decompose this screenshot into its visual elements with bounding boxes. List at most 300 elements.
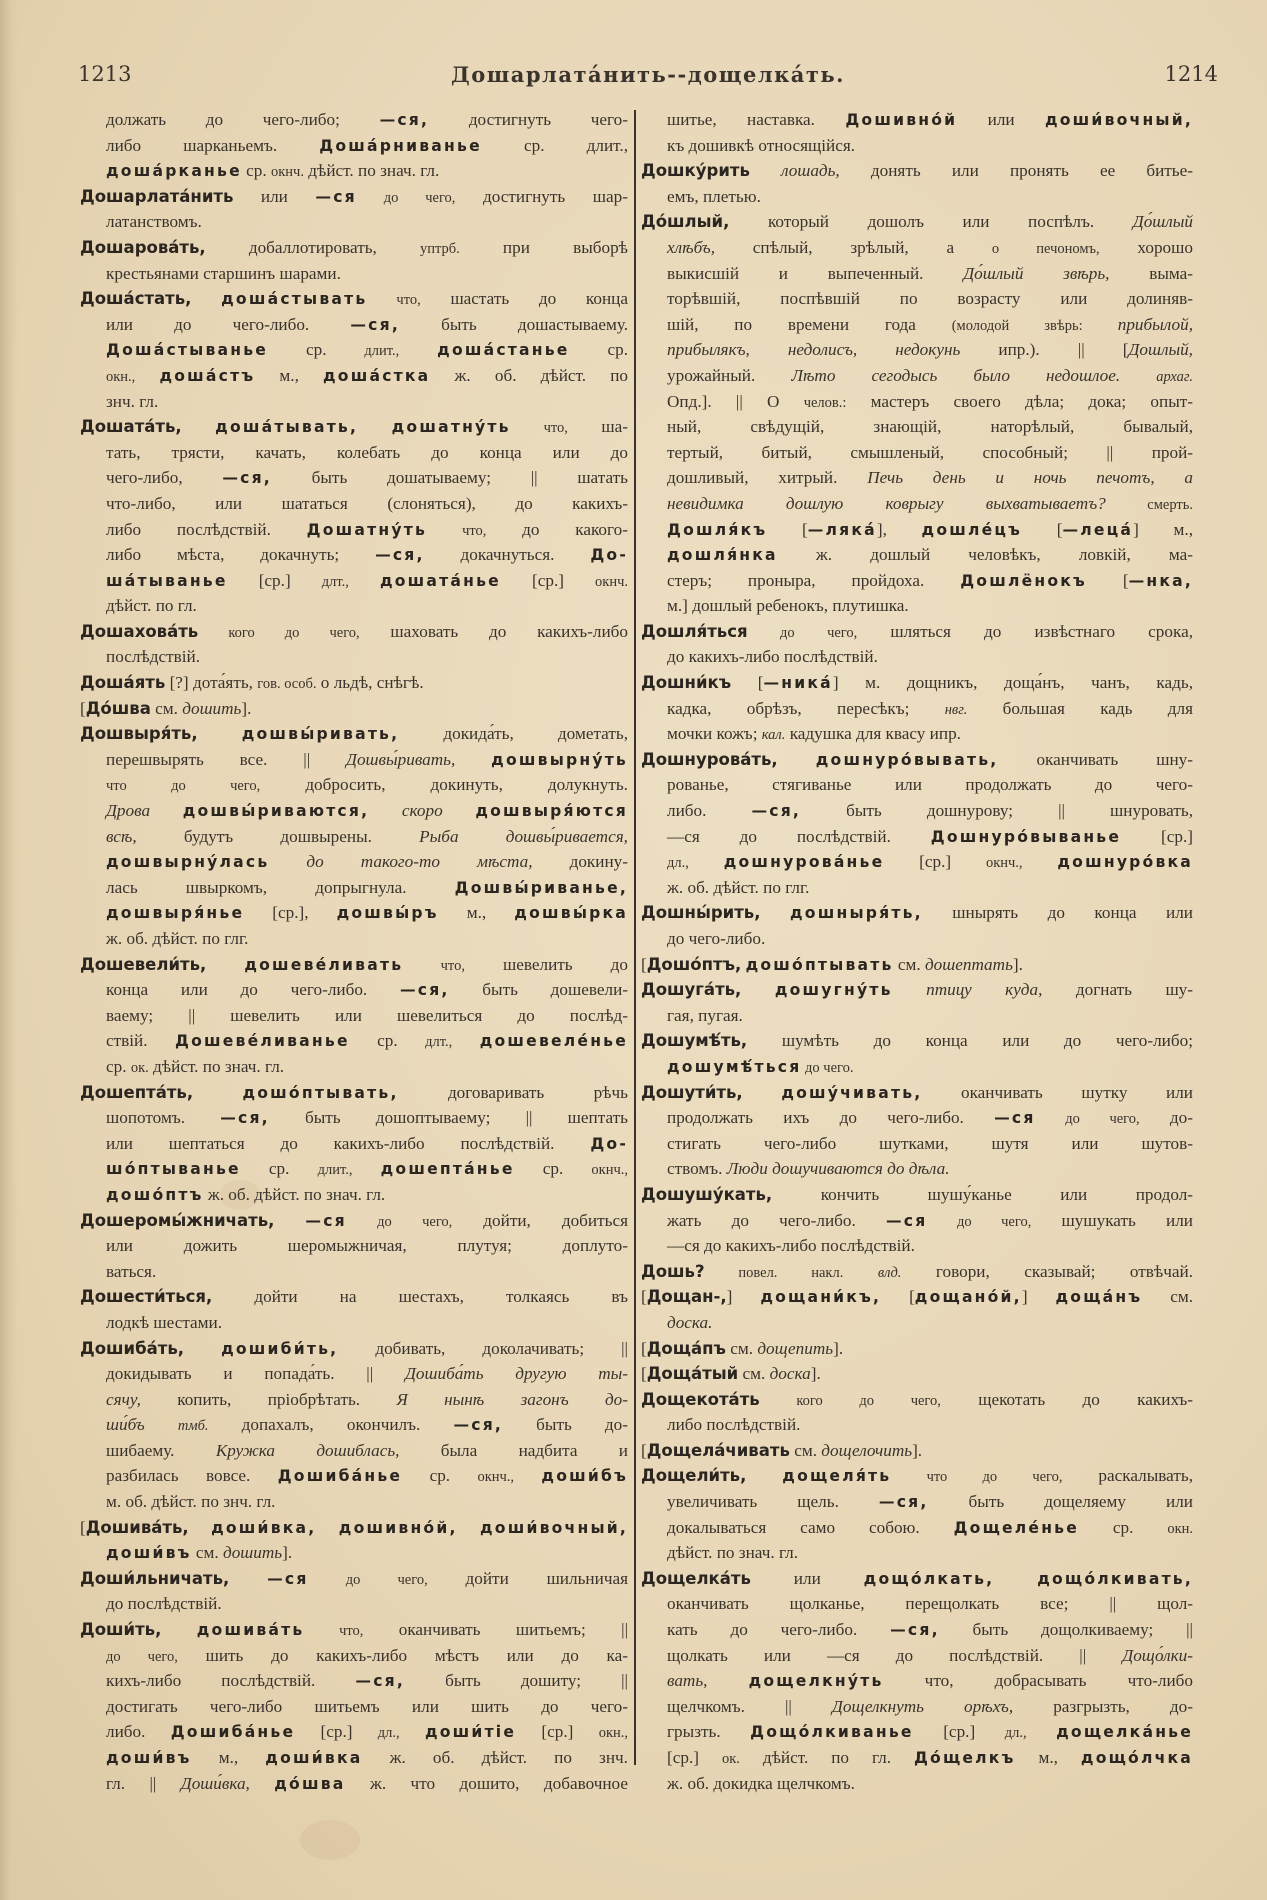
entry-text: Дошлый, (1128, 340, 1193, 360)
entry-text: ]. (833, 1338, 844, 1358)
entry-text: быть дошевели- (449, 980, 628, 1000)
entry-text: [ (80, 698, 86, 718)
derived-form: —ся (267, 1569, 309, 1588)
entry-text: дойти шильничая (427, 1568, 628, 1588)
entry-text: выма- (1109, 263, 1193, 283)
text-line (80, 440, 628, 466)
entry-text: быть дошатываему; || шатать (271, 468, 628, 488)
entry-text (746, 1466, 782, 1485)
text-line (641, 1719, 1193, 1745)
entry-text: или (957, 110, 1045, 129)
headword: Доща́тый (646, 1364, 739, 1384)
entry-text (893, 980, 926, 999)
derived-form: дощелка́нье (1056, 1723, 1193, 1742)
entry-text: до чего-либо. (667, 929, 766, 948)
entry-text: Дрова (106, 801, 151, 821)
text-line (80, 977, 628, 1003)
text-line (80, 619, 628, 645)
text-line (641, 1694, 1193, 1720)
text-line (80, 1463, 628, 1489)
entry-text: перешвырять все. || (106, 749, 347, 769)
text-line (80, 1540, 628, 1566)
headword: Дошвыря́ть, (80, 724, 198, 744)
entry-text: окн., (106, 368, 136, 385)
entry-text: будутъ дошвырены. (136, 826, 420, 846)
page-binding-edge (0, 0, 18, 1900)
entry-text: дл., (377, 1725, 400, 1742)
entry-text: ср. (569, 340, 628, 360)
text-line (80, 1336, 628, 1362)
headword: Дошумѣ́ть, (641, 1031, 748, 1051)
text-line (641, 1336, 1193, 1362)
entry-text: что, (367, 292, 421, 309)
derived-form: —ся, (399, 981, 450, 1000)
headword: Дошку́рить (641, 161, 750, 181)
text-line (80, 517, 628, 543)
entry-text (182, 417, 216, 436)
entry-text: ж. об. дѣйст. по (430, 365, 628, 385)
derived-form: до́шва (274, 1774, 346, 1793)
text-line (80, 1591, 628, 1617)
entry-text (741, 980, 774, 999)
entry-text (778, 750, 816, 769)
text-line (80, 1156, 628, 1182)
derived-form: —ся (885, 1211, 928, 1230)
entry-text: до чего, (356, 189, 456, 206)
text-line (80, 1284, 628, 1310)
entry-text: разгрызть, до- (1013, 1696, 1193, 1716)
entry-text (229, 1569, 267, 1588)
entry-text: невидимка дошлую коврыгу выхватываетъ? (667, 493, 1106, 513)
entry-text: ср. (240, 1159, 318, 1179)
entry-text: лошадь, (781, 161, 840, 181)
derived-form: дошевеле́нье (479, 1032, 629, 1051)
derived-form: дошвырну́ть (491, 750, 628, 769)
derived-form: Дошля́къ (667, 520, 768, 539)
entry-text: дощелочить (821, 1440, 913, 1460)
entry-text: ]. (810, 1364, 821, 1384)
entry-text: [ (731, 673, 764, 693)
entry-text: шушукать или (1031, 1210, 1193, 1230)
entry-text (274, 1211, 305, 1230)
page-header (78, 62, 1218, 92)
entry-text: оканчивать шутку или (922, 1082, 1193, 1102)
derived-form: доша́тывать, (215, 418, 359, 437)
entry-text: всѣ, (106, 826, 137, 846)
entry-text (206, 955, 244, 974)
entry-text: шастать до конца (420, 289, 629, 309)
entry-text: вать, (667, 1671, 708, 1691)
entry-text: длит., (317, 1162, 353, 1179)
text-line (80, 1438, 628, 1464)
text-line (80, 900, 628, 926)
derived-form: —ся, (751, 802, 802, 821)
text-line (80, 1719, 628, 1745)
entry-text: дошить (182, 698, 242, 718)
entry-text: ши́бъ (106, 1415, 145, 1435)
entry-text: м. об. дѣйст. по знч. гл. (106, 1492, 276, 1512)
entry-text: быть дошиту; || (405, 1671, 628, 1691)
entry-text (1023, 852, 1058, 871)
text-line (641, 721, 1193, 747)
text-line (641, 952, 1193, 978)
entry-text: До́шлый звѣрь, (963, 263, 1110, 283)
entry-text: см. (191, 1543, 223, 1563)
entry-text: о печономъ, (991, 240, 1100, 257)
text-line (641, 1643, 1193, 1669)
headword: Дошарлата́нить (80, 186, 234, 206)
entry-text: дѣйст. по знач. гл. (148, 1056, 285, 1076)
entry-text: шибаему. (106, 1440, 216, 1460)
derived-form: До- (590, 1134, 628, 1153)
text-line (641, 798, 1193, 824)
entry-text: торѣвшій, поспѣвшій по возрасту или долиняв- (667, 289, 1193, 309)
entry-text: дл., (1004, 1725, 1027, 1742)
text-line (80, 1515, 628, 1541)
entry-text: ] м. дощникъ, доща́нъ, чанъ, кадь, (832, 673, 1193, 693)
entry-text: дошептать (924, 954, 1013, 974)
entry-text: ] м., (1133, 519, 1194, 539)
entry-text: м., (1015, 1748, 1081, 1767)
headword: Дощекота́ть (641, 1389, 760, 1409)
text-line (80, 1771, 628, 1797)
text-line (80, 1105, 628, 1131)
entry-text: до послѣдствій. (106, 1594, 222, 1614)
text-line (80, 542, 628, 568)
entry-text: урожайный. (667, 365, 792, 385)
derived-form: доша́стъ (159, 366, 256, 385)
text-line (641, 414, 1193, 440)
entry-text: достигать чего-либо шитьемъ или шить до чего- (106, 1696, 628, 1716)
entry-text: ]. (912, 1440, 923, 1460)
text-line (80, 1233, 628, 1259)
entry-text (161, 1620, 196, 1639)
text-line (641, 1463, 1193, 1489)
entry-text: [ (1086, 570, 1129, 590)
text-line (80, 1489, 628, 1515)
entry-text: прибылой, (1117, 314, 1193, 334)
derived-form: доша́рканье (106, 162, 242, 181)
column-divider (634, 110, 636, 1765)
text-line (641, 875, 1193, 901)
entry-text (269, 852, 306, 871)
entry-text: либо. (106, 1722, 171, 1742)
derived-form: дошиби́ть, (221, 1339, 339, 1358)
text-line (641, 1412, 1193, 1438)
entry-text: докалываться само собою. (667, 1517, 954, 1537)
entry-text: что, добрасывать что-либо (883, 1671, 1193, 1691)
entry-text: (молодой звѣрь: (951, 317, 1118, 334)
derived-form: дошумѣ́ться (667, 1057, 802, 1076)
derived-form: Дощо́лкиванье (750, 1723, 914, 1742)
text-line (641, 1361, 1193, 1387)
entry-text: дойти на шестахъ, толкаясь въ (212, 1287, 628, 1307)
text-line (641, 1182, 1193, 1208)
derived-form: доши́тіе (424, 1723, 517, 1742)
entry-text: быть дощолкиваему; || (939, 1620, 1193, 1640)
text-line (80, 1745, 628, 1771)
entry-text (994, 1569, 1037, 1588)
entry-text (145, 1415, 178, 1434)
derived-form: дощани́къ, (760, 1288, 882, 1307)
entry-text: кать до чего-либо. (667, 1620, 891, 1640)
entry-text: ж. об. дѣйст. по глг. (667, 877, 810, 897)
entry-text (1027, 1722, 1057, 1741)
derived-form: дошвырну́лась (106, 853, 270, 872)
text-line (641, 286, 1193, 312)
entry-text (349, 571, 380, 590)
entry-text: либо. (667, 801, 752, 821)
text-line (80, 286, 628, 312)
text-line (641, 491, 1193, 517)
text-line (641, 900, 1193, 926)
entry-text: до чего, (346, 1213, 453, 1230)
entry-text: ср. (514, 1159, 592, 1179)
headword: Дошь? (641, 1261, 705, 1281)
entry-text: что, (510, 420, 568, 437)
entry-text: влд. (877, 1264, 902, 1281)
text-line (80, 107, 628, 133)
text-line (641, 1156, 1193, 1182)
entry-text: [ср.] (516, 1722, 599, 1742)
text-line (80, 1387, 628, 1413)
text-line (80, 1566, 628, 1592)
text-line (80, 593, 628, 619)
entry-text: донять или пронять ее битье- (839, 161, 1193, 181)
derived-form: Доша́стыванье (106, 341, 269, 360)
derived-form: дощо́лчка (1080, 1749, 1193, 1767)
entry-text: гая, пугая. (667, 1005, 743, 1025)
derived-form: —ся, (878, 1493, 929, 1512)
text-line (641, 209, 1193, 235)
entry-text: ж. дошлый человѣкъ, ловкій, ма- (777, 545, 1193, 565)
entry-text: либо шарканьемъ. (106, 135, 320, 155)
derived-form: —ся, (890, 1621, 940, 1640)
entry-text: продолжать ихъ до чего-либо. (667, 1108, 995, 1128)
derived-form: доши́бъ (541, 1467, 629, 1486)
derived-form: дошива́ть (196, 1621, 305, 1640)
entry-text: дошливый, хитрый. (667, 468, 868, 488)
text-line (641, 644, 1193, 670)
entry-text: увеличивать щель. (667, 1492, 879, 1512)
entry-text: [ (641, 1364, 647, 1384)
entry-text: Дощо́лки- (1122, 1645, 1193, 1665)
text-line (80, 849, 628, 875)
text-line (641, 568, 1193, 594)
entry-text: Дощелкнуть орѣхъ, (831, 1696, 1014, 1716)
entry-text: дойти, добиться (452, 1210, 628, 1230)
text-line (641, 1617, 1193, 1643)
text-line (641, 696, 1193, 722)
headword: Дощелка́ть (641, 1568, 751, 1588)
text-line (641, 1540, 1193, 1566)
entry-text: [ (641, 1440, 647, 1460)
derived-form: дошугну́ть (774, 981, 893, 1000)
entry-text: докину- (532, 852, 628, 872)
text-line (641, 107, 1193, 133)
text-line (80, 926, 628, 952)
derived-form: дошепта́нье (380, 1160, 515, 1179)
text-line (80, 747, 628, 773)
entry-text: достигнуть чего- (429, 110, 628, 129)
entry-text: [ср.], (244, 903, 337, 923)
derived-form: дошеве́ливать (244, 955, 404, 974)
entry-text: стеръ; проныра, пройдоха. (667, 570, 961, 590)
entry-text: добаллотировать, (205, 237, 420, 257)
entry-text: м., (438, 903, 515, 923)
entry-text: скоро (401, 801, 443, 821)
entry-text: кадушка для квасу ипр. (785, 724, 961, 744)
entry-text (198, 724, 242, 743)
headword: Дошахова́ть (80, 621, 199, 641)
text-line (641, 1387, 1193, 1413)
derived-form: дошо́птывать (745, 955, 894, 974)
entry-text: Печь день и ночь печотъ, а (867, 468, 1194, 488)
entry-text: До́шлый (1132, 212, 1193, 232)
text-line (80, 235, 628, 261)
entry-text: [ (1022, 519, 1063, 539)
text-line (80, 772, 628, 798)
entry-text: грызть. (667, 1722, 751, 1742)
entry-text: до чего, (1035, 1111, 1140, 1128)
entry-text: архаг. (1156, 368, 1194, 385)
entry-text: ср. (402, 1466, 478, 1486)
entry-text: ]. (241, 698, 252, 718)
headword: Дошива́ть, (85, 1517, 189, 1537)
entry-text: оканчивать шну- (998, 749, 1193, 769)
text-line (80, 1131, 628, 1157)
entry-text: дощепить (757, 1338, 834, 1358)
entry-text: къ дошивкѣ относящійся. (667, 135, 856, 155)
text-line (80, 824, 628, 850)
entry-text: послѣдствій. (106, 647, 201, 667)
derived-form: дощо́лкивать, (1037, 1569, 1193, 1588)
derived-form: дощеля́ть (782, 1467, 892, 1486)
text-line (641, 542, 1193, 568)
entry-text: дошить (223, 1543, 283, 1563)
entry-text: кого до чего, (759, 1392, 941, 1409)
derived-form: —леца́ (1062, 520, 1134, 539)
entry-text: [ (641, 1287, 647, 1307)
headword: Дошести́ться, (80, 1287, 213, 1307)
text-line (641, 1105, 1193, 1131)
entry-text: окн., (598, 1725, 628, 1742)
entry-text: шопотомъ. (106, 1108, 221, 1128)
text-line (641, 670, 1193, 696)
text-line (80, 133, 628, 159)
entry-text: договаривать рѣчь (398, 1082, 628, 1102)
entry-text: [ср.] (913, 1722, 1005, 1742)
entry-text: [ср.] (1121, 826, 1194, 846)
entry-text: большая кадь для (967, 698, 1194, 718)
text-line (641, 1310, 1193, 1336)
text-line (641, 337, 1193, 363)
headword: Дошиба́ть, (80, 1338, 185, 1358)
entry-text: челов.: (803, 394, 847, 411)
text-line (641, 1028, 1193, 1054)
entry-text: до такого-то мѣста, (306, 852, 533, 872)
entry-text: достигнуть шар- (455, 186, 628, 206)
entry-text: доска. (667, 1312, 713, 1332)
derived-form: дошнуро́вка (1057, 853, 1194, 872)
text-line (80, 1080, 628, 1106)
entry-text: шитье, наставка. (667, 110, 846, 129)
entry-text: кадка, обрѣзъ, пересѣкъ; (667, 698, 945, 718)
text-line (641, 1591, 1193, 1617)
headword: Доша́стать, (80, 289, 192, 309)
derived-form: До- (590, 546, 628, 565)
derived-form: дощо́лкать, (863, 1569, 995, 1588)
entry-text: окнч. (595, 573, 629, 590)
entry-text: длт., (425, 1034, 453, 1051)
entry-text: быть дошастываему. (399, 314, 628, 334)
entry-text: Я нынѣ загонъ до- (396, 1389, 628, 1409)
entry-text (250, 1774, 274, 1793)
entry-text: лась швыркомъ, допрыгнула. (106, 877, 455, 897)
derived-form: —ся, (379, 111, 430, 129)
entry-text (455, 750, 491, 769)
text-line (80, 1259, 628, 1285)
entry-text: [ср.] (884, 852, 986, 872)
entry-text: до какихъ-либо послѣдствій. (667, 647, 878, 667)
entry-text: окнч. (271, 164, 304, 181)
entry-text: см. (1142, 1287, 1193, 1307)
page-number-right: 1214 (1164, 62, 1218, 86)
entry-text: окн. (1167, 1520, 1193, 1537)
entry-text: тмб. (177, 1418, 209, 1435)
text-line (80, 337, 628, 363)
entry-text: ствомъ. (667, 1159, 727, 1179)
entry-text: говори, сказывай; отвѣчай. (901, 1261, 1193, 1281)
entry-text: нвг. (944, 701, 968, 718)
text-line (80, 1208, 628, 1234)
entry-text: ср. (106, 1056, 131, 1076)
entry-text: ] (726, 1287, 761, 1307)
entry-text: Лѣто сегодысь было недошлое. (791, 365, 1121, 385)
entry-text: тать, трясти, качать, колебать до конца или до (106, 442, 628, 462)
entry-text: что до чего, (891, 1469, 1063, 1486)
entry-text: разбилась вовсе. (106, 1466, 278, 1486)
text-line (80, 721, 628, 747)
text-line (641, 824, 1193, 850)
text-line (641, 1284, 1193, 1310)
entry-text: до чего, (308, 1571, 428, 1588)
entry-text (750, 161, 781, 180)
entry-text: окнч., (985, 855, 1023, 872)
headword: Доща́пъ (646, 1338, 726, 1358)
derived-form: Дошвы́риванье, (454, 878, 628, 897)
entry-text: [ср.] (227, 570, 322, 590)
derived-form: Дошатну́ть (306, 520, 428, 539)
entry-text: ср. (1079, 1517, 1168, 1537)
entry-text: лодкѣ шестами. (106, 1312, 223, 1332)
entry-text: до чего, (747, 624, 858, 641)
text-line (80, 568, 628, 594)
entry-text: хорошо (1099, 237, 1193, 257)
entry-text: латанствомъ. (106, 212, 202, 232)
entry-text: ср. (241, 161, 271, 181)
entry-text: уптрб. (420, 240, 460, 257)
headword: Дошля́ться (641, 621, 748, 641)
entry-text (369, 801, 402, 820)
text-line (641, 1668, 1193, 1694)
text-line (80, 1412, 628, 1438)
derived-form: ша́тыванье (106, 571, 228, 590)
entry-text: мочки кожъ; (667, 724, 762, 744)
entry-text: [?] дота́ять, (165, 673, 258, 693)
entry-text: жать до чего-либо. (667, 1210, 886, 1230)
entry-text: ша- (567, 417, 628, 437)
